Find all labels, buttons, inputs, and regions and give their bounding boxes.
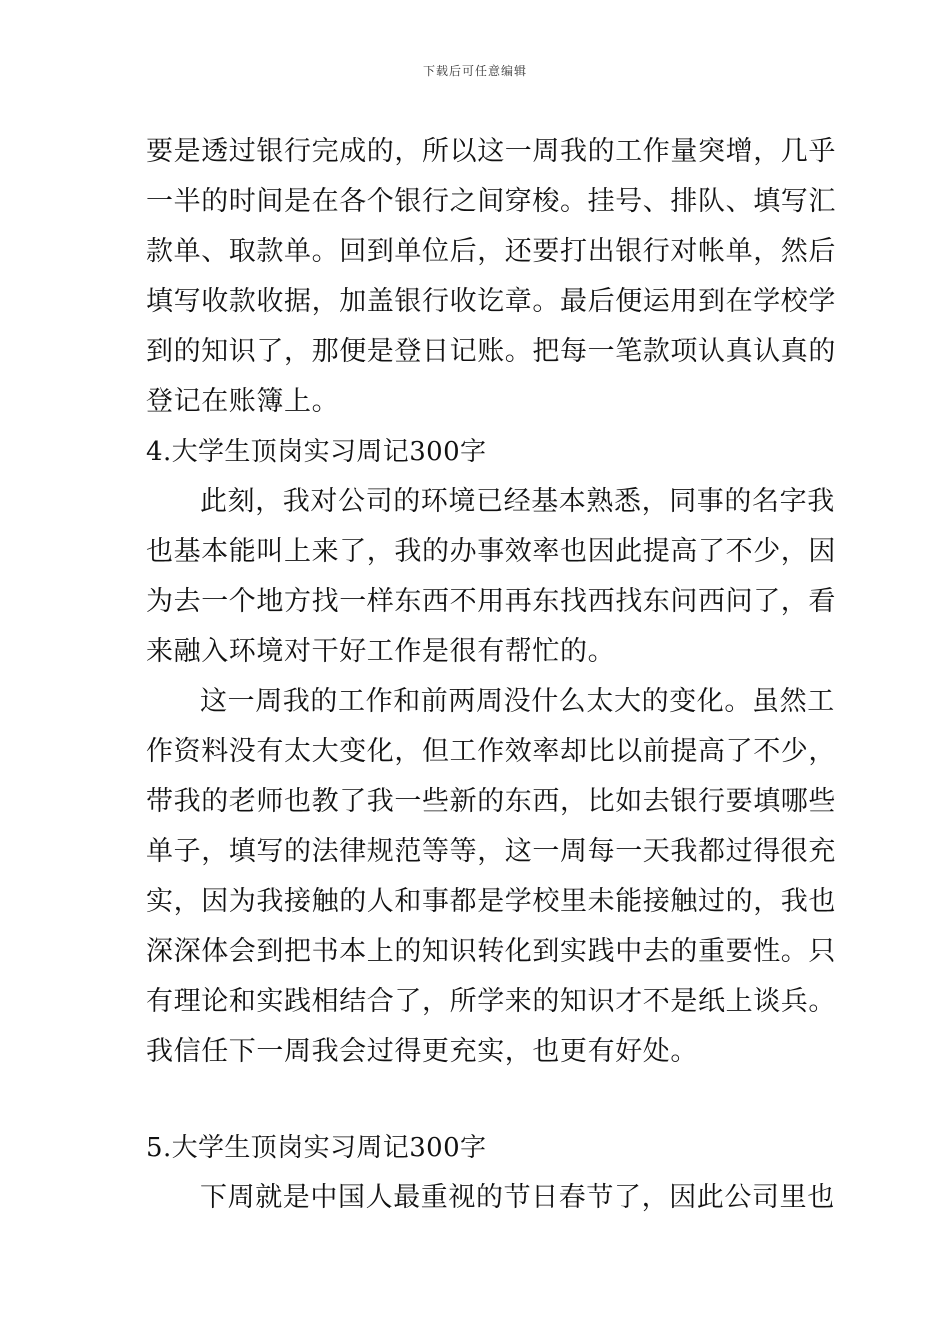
text-line: 一半的时间是在各个银行之间穿梭。挂号、排队、填写汇 (146, 186, 836, 217)
section-5-paragraph-1 (146, 1173, 835, 1223)
text-line: 深深体会到把书本上的知识转化到实践中去的重要性。只 (146, 936, 836, 967)
section-3-paragraph (146, 127, 836, 427)
text-line: 登记在账簿上。 (146, 386, 340, 417)
section-4-paragraph-1 (146, 477, 836, 677)
text-line: 这一周我的工作和前两周没什么太大的变化。虽然工 (200, 686, 835, 717)
document-body (146, 127, 836, 1223)
text-line: 实，因为我接触的人和事都是学校里未能接触过的，我也 (146, 886, 836, 917)
text-line: 下周就是中国人最重视的节日春节了，因此公司里也 (200, 1182, 835, 1213)
section-5-heading: 5.大学生顶岗实习周记300字 (146, 1133, 487, 1163)
text-line: 填写收款收据，加盖银行收讫章。最后便运用到在学校学 (146, 286, 836, 317)
text-line: 到的知识了，那便是登日记账。把每一笔款项认真认真的 (146, 336, 836, 367)
text-line: 也基本能叫上来了，我的办事效率也因此提高了不少，因 (146, 536, 836, 567)
paragraph-spacer (146, 1077, 826, 1123)
text-line: 作资料没有太大变化，但工作效率却比以前提高了不少， (146, 736, 836, 767)
section-4-paragraph-2 (146, 677, 836, 1077)
section-4-heading: 4.大学生顶岗实习周记300字 (146, 437, 487, 467)
text-line: 有理论和实践相结合了，所学来的知识才不是纸上谈兵。 (146, 986, 836, 1017)
text-line: 单子，填写的法律规范等等，这一周每一天我都过得很充 (146, 836, 836, 867)
text-line: 款单、取款单。回到单位后，还要打出银行对帐单，然后 (146, 236, 836, 267)
text-line: 来融入环境对干好工作是很有帮忙的。 (146, 636, 616, 667)
text-line: 此刻，我对公司的环境已经基本熟悉，同事的名字我 (200, 486, 835, 517)
text-line: 带我的老师也教了我一些新的东西，比如去银行要填哪些 (146, 786, 836, 817)
text-line: 我信任下一周我会过得更充实，也更有好处。 (146, 1036, 698, 1067)
text-line: 为去一个地方找一样东西不用再东找西找东问西问了，看 (146, 586, 836, 617)
text-line: 要是透过银行完成的，所以这一周我的工作量突增，几乎 (146, 136, 836, 167)
page-header: 下载后可任意编辑 (422, 64, 527, 78)
